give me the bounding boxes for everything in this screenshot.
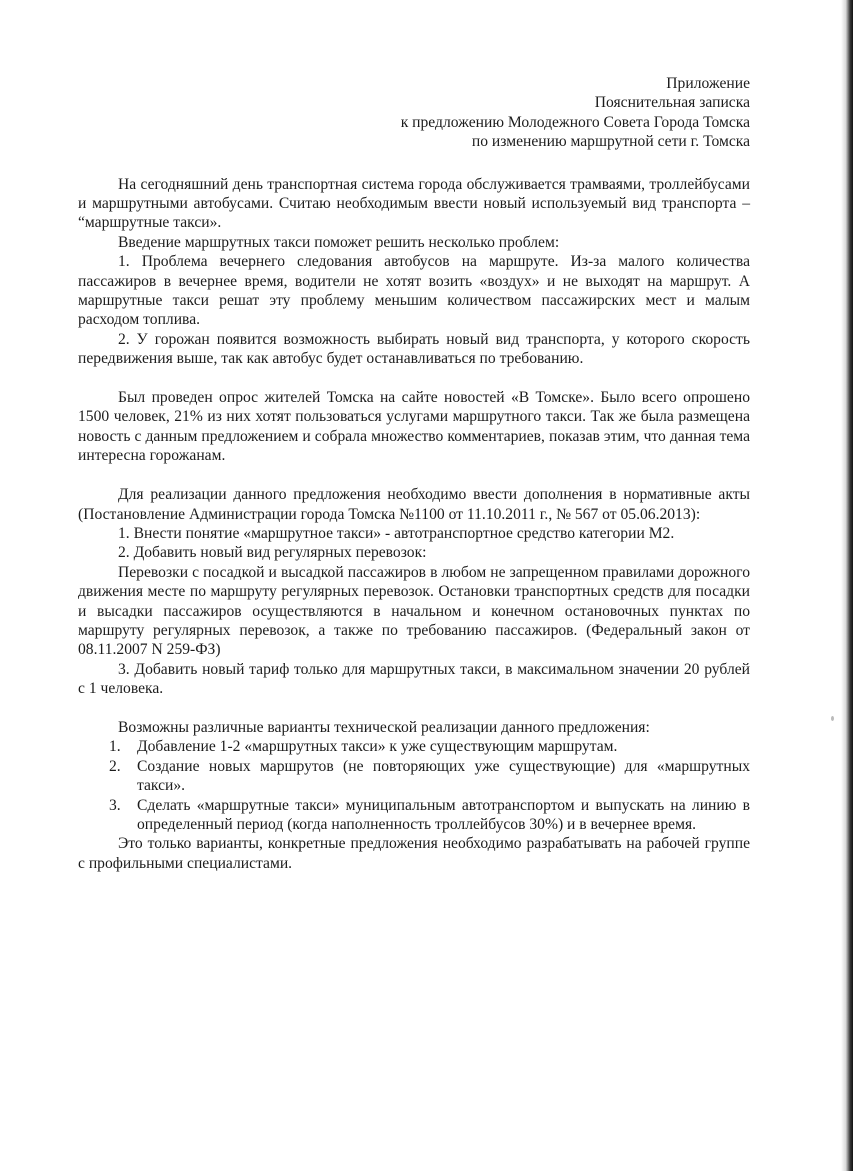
regulation-item-1: 1. Внести понятие «маршрутное такси» - автотранспортное средство категории М2. — [118, 524, 675, 542]
header-subtitle: к предложению Молодежного Совета Города Томска — [400, 113, 750, 131]
options-list — [78, 737, 750, 834]
regulation-item-3: 3. Добавить новый тариф только для маршрутных такси, в максимальном значении 20 рублей с 1 человека. — [78, 660, 750, 698]
header-subject: по изменению маршрутной сети г. Томска — [471, 133, 750, 151]
scan-speck — [831, 716, 834, 721]
document-header — [78, 74, 750, 152]
list-item-number: 3. — [109, 796, 121, 814]
list-item-number: 1. — [109, 738, 121, 756]
regulation-definition: Перевозки с посадкой и высадкой пассажиров в любом не запрещенном правилами дорожного движения месте по маршруту регулярных перевозок. Остановки транспортных средств для посадки и высадки пассажиров осуществляются в начальном и конечном остановочных пунктах по маршруту регулярных перевозок, а также по требованию пассажиров. (Федеральный закон от 08.11.2007 N 259-ФЗ) — [78, 563, 750, 659]
survey-paragraph: Был проведен опрос жителей Томска на сайте новостей «В Томске». Было всего опрошено 1500 человек, 21% из них хотят пользоваться услугами маршрутного такси. Так же была размещена новость с данным предложением и собрала множество комментариев, показав этим, что данная тема интересна горожанам. — [78, 389, 750, 465]
list-item-text: Создание новых маршрутов (не повторяющих уже существующие) для «маршрутных такси». — [137, 757, 750, 795]
problem-1: 1. Проблема вечернего следования автобусов на маршруте. Из-за малого количества пассажиров в вечернее время, водители не хотят возить «воздух» и не выходят на маршрут. А маршрутные такси решат эту проблему меньшим количеством пассажирских мест и малым расходом топлива. — [78, 253, 750, 329]
document-page — [78, 74, 750, 873]
list-item-number: 2. — [109, 757, 121, 775]
list-item — [109, 757, 750, 796]
regulation-item-2: 2. Добавить новый вид регулярных перевозок: — [118, 544, 427, 562]
problem-2: 2. У горожан появится возможность выбирать новый вид транспорта, у которого скорость передвижения выше, так как автобус будет останавливаться по требованию. — [78, 330, 750, 368]
list-item — [109, 796, 750, 835]
list-item-text: Сделать «маршрутные такси» муниципальным автотранспортом и выпускать на линию в определенный период (когда наполненность троллейбусов 30%) и в вечернее время. — [137, 796, 750, 833]
closing-paragraph: Это только варианты, конкретные предложения необходимо разрабатывать на рабочей группе с профильными специалистами. — [78, 835, 750, 872]
header-title: Пояснительная записка — [594, 94, 750, 112]
list-item-text: Добавление 1-2 «маршрутных такси» к уже существующим маршрутам. — [137, 738, 618, 756]
options-intro: Возможны различные варианты технической реализации данного предложения: — [118, 718, 650, 736]
list-item — [109, 737, 750, 756]
problems-lead: Введение маршрутных такси поможет решить несколько проблем: — [118, 233, 560, 251]
scan-dark-edge — [841, 0, 853, 1171]
intro-paragraph: На сегодняшний день транспортная система города обслуживается трамваями, троллейбусами и маршрутными автобусами. Считаю необходимым ввести новый используемый вид транспорта – “маршрутные такси». — [78, 175, 750, 232]
regulation-paragraph: Для реализации данного предложения необходимо ввести дополнения в нормативные акты (Постановление Администрации города Томска №1100 от 11.10.2011 г., № 567 от 05.06.2013): — [78, 486, 750, 523]
header-appendix: Приложение — [666, 75, 750, 92]
